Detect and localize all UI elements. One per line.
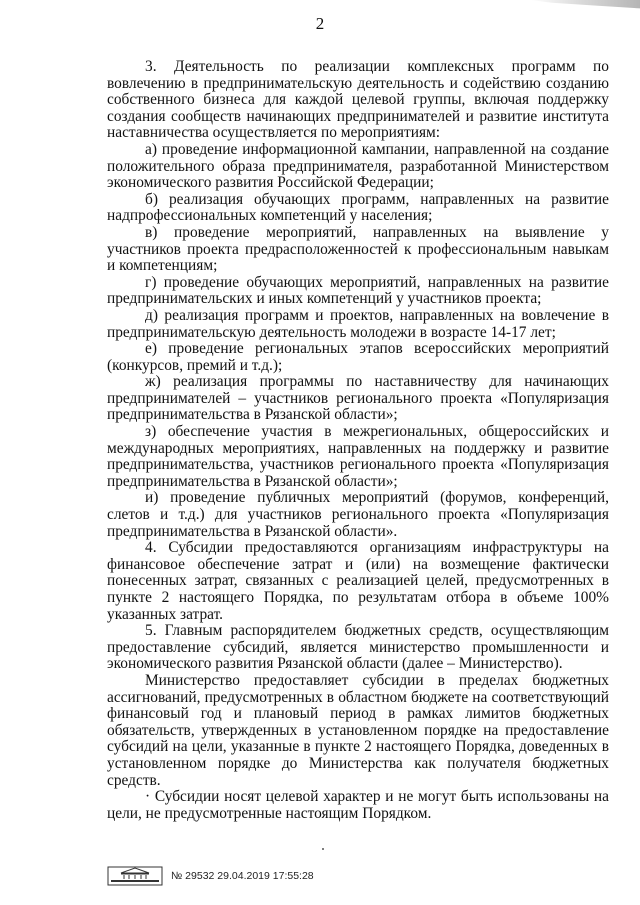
paragraph-subitem-z: з) обеспечение участия в межрегиональных, общероссийских и международных мероприятиях, направленных на поддержку и развитие предпринимательства, участников регионального проекта «Популяризация предпринимательства в Рязанской области»; — [107, 423, 609, 490]
paragraph-subitem-e: е) проведение региональных этапов всероссийских мероприятий (конкурсов, премий и т.д.); — [107, 340, 609, 374]
government-building-logo-icon — [107, 866, 163, 886]
scan-artifact — [530, 0, 640, 14]
paragraph-subitem-d: д) реализация программ и проектов, направленных на вовлечение в предпринимательскую деятельность молодежи в возрасте 14-17 лет; — [107, 306, 609, 341]
paragraph-subitem-b: б) реализация обучающих программ, направленных на развитие надпрофессиональных компетенций у населения; — [107, 190, 609, 225]
paragraph-subitem-a: а) проведение информационной кампании, направленной на создание положительного образа предпринимателя, разработанной Министерством экономического развития Российской Федерации; — [107, 140, 609, 192]
registration-reference: № 29532 29.04.2019 17:55:28 — [171, 870, 314, 882]
document-body — [107, 59, 609, 822]
paragraph-subitem-i: и) проведение публичных мероприятий (форумов, конференций, слетов и т.д.) для участников регионального проекта «Популяризация предпринимательства в Рязанской области». — [107, 489, 609, 540]
paragraph-item-5: 5. Главным распорядителем бюджетных средств, осуществляющим предоставление субсидий, является министерство промышленности и экономического развития Рязанской области (далее – Министерство). — [107, 622, 609, 673]
paragraph-subitem-zh: ж) реализация программы по наставничеству для начинающих предпринимателей – участников регионального проекта «Популяризация предпринимательства в Рязанской области»; — [107, 373, 609, 424]
paragraph-ministry-funding: Министерство предоставляет субсидии в пределах бюджетных ассигнований, предусмотренных в областном бюджете на соответствующий финансовый год и плановый период в рамках лимитов бюджетных обязательств, утвержденных в установленном порядке на предоставление субсидий на цели, указанные в пункте 2 настоящего Порядка, доведенных в установленном порядке до Министерства как получателя бюджетных средств. — [107, 671, 609, 789]
paragraph-item-4: 4. Субсидии предоставляются организациям инфраструктуры на финансовое обеспечение затрат и (или) на возмещение фактически понесенных затрат, связанных с реализацией целей, предусмотренных в пункте 2 настоящего Порядка, по результатам отбора в объеме 100% указанных затрат. — [107, 539, 609, 623]
paragraph-item-3: 3. Деятельность по реализации комплексных программ по вовлечению в предпринимательскую деятельность и содействию созданию собственного бизнеса для каждой целевой группы, включая поддержку создания сообществ начинающих предпринимателей и развитие института наставничества осуществляется по мероприятиям: — [107, 58, 609, 142]
scan-speck — [322, 848, 324, 850]
paragraph-targeted-subsidies: · Субсидии носят целевой характер и не могут быть использованы на цели, не предусмотренные настоящим Порядком. — [107, 788, 609, 822]
paragraph-subitem-v: в) проведение мероприятий, направленных на выявление у участников проекта предрасположенностей к профессиональным навыкам и компетенциям; — [107, 223, 609, 275]
paragraph-subitem-g: г) проведение обучающих мероприятий, направленных на развитие предпринимательских и иных компетенций у участников проекта; — [107, 273, 609, 308]
registration-stamp — [107, 866, 314, 886]
page-number: 2 — [315, 14, 325, 33]
